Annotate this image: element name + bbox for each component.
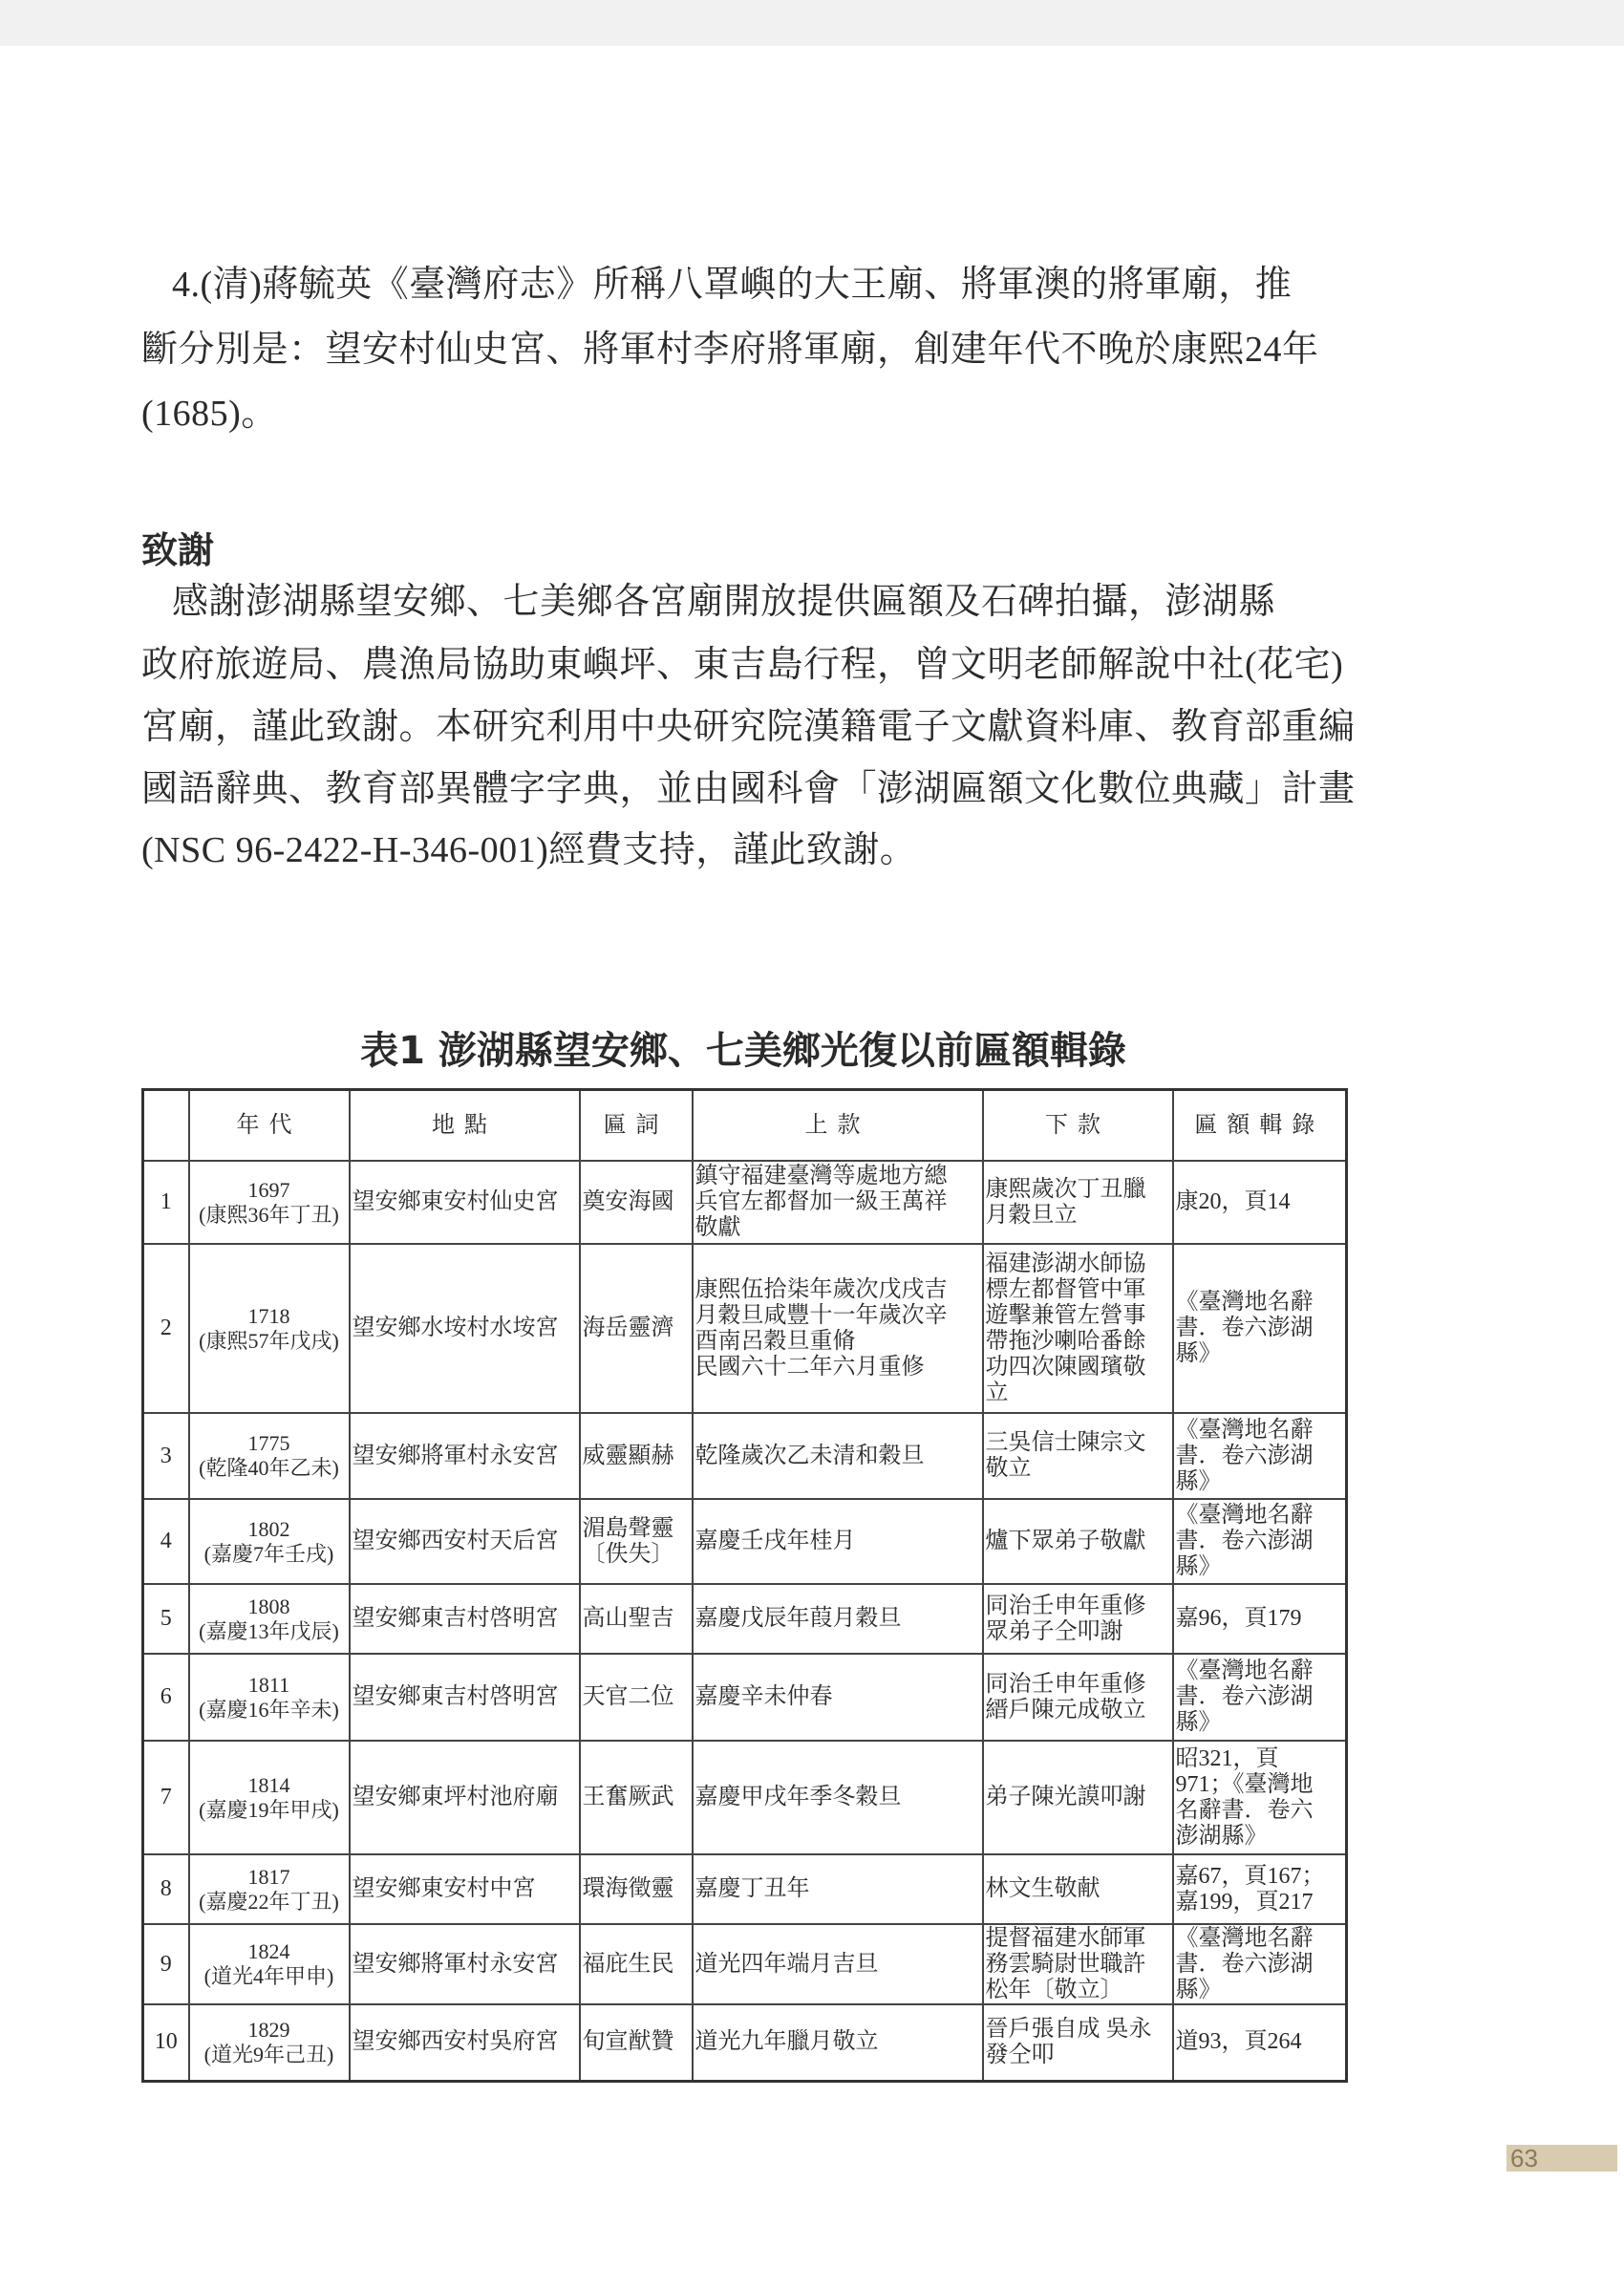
cell-upper-text: 嘉慶壬戌年桂月 [693, 1499, 983, 1584]
table-row [143, 1244, 1347, 1413]
cell-year: 1775 (乾隆40年乙未) [189, 1413, 350, 1499]
text-line: 國語辭典、教育部異體字字典，並由國科會「澎湖匾額文化數位典藏」計畫 [141, 769, 1356, 809]
table-title: 表1 澎湖縣望安鄉、七美鄉光復以前匾額輯錄 [360, 1029, 1126, 1073]
text-line: 政府旅遊局、農漁局協助東嶼坪、東吉島行程，曾文明老師解說中社(花宅) [141, 645, 1344, 685]
header-inscription: 匾詞 [580, 1090, 693, 1162]
header-source: 匾額輯錄 [1173, 1090, 1347, 1162]
cell-upper-text: 乾隆歲次乙未清和穀旦 [693, 1413, 983, 1499]
cell-location: 望安鄉東安村仙史宮 [350, 1161, 580, 1244]
cell-upper-text: 道光九年臘月敬立 [693, 2004, 983, 2081]
cell-upper-text: 道光四年端月吉旦 [693, 1924, 983, 2004]
cell-index: 1 [143, 1161, 189, 1244]
cell-source: 《臺灣地名辭 書．卷六澎湖 縣》 [1173, 1244, 1347, 1413]
cell-year: 1829 (道光9年己丑) [189, 2004, 350, 2081]
header-lower-text: 下款 [983, 1090, 1173, 1162]
table-row [143, 2004, 1347, 2081]
cell-year: 1808 (嘉慶13年戊辰) [189, 1584, 350, 1654]
cell-location: 望安鄉水垵村水垵宮 [350, 1244, 580, 1413]
cell-upper-text: 嘉慶戊辰年葭月穀旦 [693, 1584, 983, 1654]
cell-upper-text: 嘉慶辛未仲春 [693, 1654, 983, 1741]
text-line: 斷分別是：望安村仙史宮、將軍村李府將軍廟，創建年代不晚於康熙24年 [141, 330, 1319, 370]
cell-location: 望安鄉東坪村池府廟 [350, 1741, 580, 1854]
table-row [143, 1161, 1347, 1244]
table-row [143, 1499, 1347, 1584]
cell-location: 望安鄉將軍村永安宮 [350, 1924, 580, 2004]
cell-lower-text: 林文生敬献 [983, 1854, 1173, 1924]
header-location: 地點 [350, 1090, 580, 1162]
cell-lower-text: 爐下眾弟子敬獻 [983, 1499, 1173, 1584]
text-line: 宮廟，謹此致謝。本研究利用中央研究院漢籍電子文獻資料庫、教育部重編 [141, 707, 1356, 747]
cell-year: 1697 (康熙36年丁丑) [189, 1161, 350, 1244]
cell-inscription: 環海徵靈 [580, 1854, 693, 1924]
cell-source: 昭321，頁 971；《臺灣地 名辭書．卷六 澎湖縣》 [1173, 1741, 1347, 1854]
cell-location: 望安鄉東吉村啓明宮 [350, 1654, 580, 1741]
cell-year: 1811 (嘉慶16年辛未) [189, 1654, 350, 1741]
table-row [143, 1654, 1347, 1741]
cell-index: 9 [143, 1924, 189, 2004]
text-line: 感謝澎湖縣望安鄉、七美鄉各宮廟開放提供匾額及石碑拍攝，澎湖縣 [172, 582, 1276, 622]
table-row [143, 1741, 1347, 1854]
cell-inscription: 威靈顯赫 [580, 1413, 693, 1499]
cell-upper-text: 嘉慶丁丑年 [693, 1854, 983, 1924]
cell-year: 1718 (康熙57年戊戌) [189, 1244, 350, 1413]
cell-lower-text: 同治壬申年重修 縉戶陳元成敬立 [983, 1654, 1173, 1741]
cell-lower-text: 同治壬申年重修 眾弟子仝叩謝 [983, 1584, 1173, 1654]
text-line: 4.(清)蔣毓英《臺灣府志》所稱八罩嶼的大王廟、將軍澳的將軍廟，推 [172, 265, 1293, 305]
cell-year: 1802 (嘉慶7年壬戌) [189, 1499, 350, 1584]
cell-inscription: 天官二位 [580, 1654, 693, 1741]
cell-inscription: 海岳靈濟 [580, 1244, 693, 1413]
cell-upper-text: 嘉慶甲戌年季冬穀旦 [693, 1741, 983, 1854]
cell-source: 《臺灣地名辭 書．卷六澎湖 縣》 [1173, 1499, 1347, 1584]
cell-source: 嘉67，頁167； 嘉199，頁217 [1173, 1854, 1347, 1924]
cell-source: 《臺灣地名辭 書．卷六澎湖 縣》 [1173, 1924, 1347, 2004]
cell-index: 4 [143, 1499, 189, 1584]
plaque-table [141, 1088, 1348, 2083]
cell-lower-text: 福建澎湖水師協 標左都督管中軍 遊擊兼管左營事 帶拖沙喇哈番餘 功四次陳國璸敬 立 [983, 1244, 1173, 1413]
cell-lower-text: 康熙歲次丁丑臘 月穀旦立 [983, 1161, 1173, 1244]
table-row [143, 1584, 1347, 1654]
cell-inscription: 王奮厥武 [580, 1741, 693, 1854]
cell-location: 望安鄉東安村中宮 [350, 1854, 580, 1924]
cell-index: 5 [143, 1584, 189, 1654]
cell-location: 望安鄉西安村天后宮 [350, 1499, 580, 1584]
cell-source: 道93，頁264 [1173, 2004, 1347, 2081]
cell-index: 10 [143, 2004, 189, 2081]
cell-year: 1817 (嘉慶22年丁丑) [189, 1854, 350, 1924]
table-row [143, 1413, 1347, 1499]
cell-index: 6 [143, 1654, 189, 1741]
header-upper-text: 上款 [693, 1090, 983, 1162]
scan-top-band [0, 0, 1624, 46]
cell-source: 康20，頁14 [1173, 1161, 1347, 1244]
text-line: (1685)。 [141, 394, 278, 434]
cell-source: 嘉96，頁179 [1173, 1584, 1347, 1654]
page-number: 63 [1506, 2145, 1617, 2172]
section-heading: 致謝 [141, 529, 215, 571]
cell-inscription: 湄島聲靈 〔佚失〕 [580, 1499, 693, 1584]
cell-index: 7 [143, 1741, 189, 1854]
cell-lower-text: 晉戶張自成 吳永 發仝叩 [983, 2004, 1173, 2081]
cell-index: 2 [143, 1244, 189, 1413]
cell-year: 1824 (道光4年甲申) [189, 1924, 350, 2004]
cell-location: 望安鄉西安村吳府宮 [350, 2004, 580, 2081]
cell-index: 3 [143, 1413, 189, 1499]
cell-inscription: 高山聖吉 [580, 1584, 693, 1654]
header-index [143, 1090, 189, 1162]
header-year: 年代 [189, 1090, 350, 1162]
table-row [143, 1854, 1347, 1924]
cell-year: 1814 (嘉慶19年甲戌) [189, 1741, 350, 1854]
cell-location: 望安鄉將軍村永安宮 [350, 1413, 580, 1499]
table-header-row [143, 1090, 1347, 1162]
cell-inscription: 福庇生民 [580, 1924, 693, 2004]
cell-index: 8 [143, 1854, 189, 1924]
cell-lower-text: 弟子陳光謨叩謝 [983, 1741, 1173, 1854]
cell-location: 望安鄉東吉村啓明宮 [350, 1584, 580, 1654]
cell-lower-text: 三吳信士陳宗文 敬立 [983, 1413, 1173, 1499]
cell-upper-text: 鎮守福建臺灣等處地方總 兵官左都督加一級王萬祥 敬獻 [693, 1161, 983, 1244]
text-line: (NSC 96-2422-H-346-001)經費支持，謹此致謝。 [141, 830, 917, 870]
table-row [143, 1924, 1347, 2004]
cell-inscription: 旬宣猷贊 [580, 2004, 693, 2081]
cell-lower-text: 提督福建水師軍 務雲騎尉世職許 松年〔敬立〕 [983, 1924, 1173, 2004]
cell-upper-text: 康熙伍拾柒年歲次戊戌吉 月穀旦咸豐十一年歲次辛 酉南呂穀旦重脩 民國六十二年六月重修 [693, 1244, 983, 1413]
cell-source: 《臺灣地名辭 書．卷六澎湖 縣》 [1173, 1413, 1347, 1499]
cell-source: 《臺灣地名辭 書．卷六澎湖 縣》 [1173, 1654, 1347, 1741]
cell-inscription: 奠安海國 [580, 1161, 693, 1244]
